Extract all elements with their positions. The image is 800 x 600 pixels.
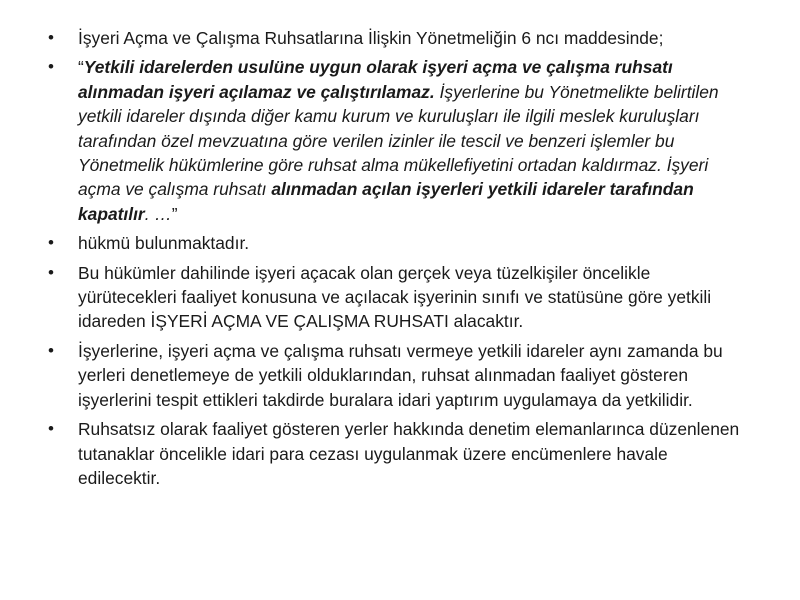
bullet-dot: • xyxy=(48,57,54,77)
text-segment: hükmü bulunmaktadır. xyxy=(78,233,250,254)
bullet-dot: • xyxy=(48,262,54,282)
bullet-item xyxy=(48,261,753,334)
open-quote: “ xyxy=(78,57,84,78)
bullet-text xyxy=(78,233,249,253)
bullet-text xyxy=(78,57,719,223)
bullet-dot: • xyxy=(48,233,54,253)
close-quote: ” xyxy=(171,203,178,224)
bold-italic-segment: Yetkili idarelerden usulüne uygun olarak işyeri açma ve çalışma ruhsatı alınmadan işyeri açılamaz ve çalıştırılamaz. xyxy=(78,57,673,102)
bullet-item xyxy=(48,231,753,255)
text-segment: İşyerlerine, işyeri açma ve çalışma ruhsatı vermeye yetkili idareler aynı zamanda bu yerleri denetlemeye de yetkili olduklarından, ruhsat alınmadan faaliyet gösteren işyerlerini tespit ettikleri takdirde buralara idari yaptırım uygulamaya da yetkilidir. xyxy=(78,340,723,410)
italic-segment: . … xyxy=(144,203,172,224)
bullet-text xyxy=(78,263,711,332)
text-segment: İşyeri Açma ve Çalışma Ruhsatlarına İlişkin Yönetmeliğin 6 ncı maddesinde; xyxy=(78,28,664,48)
bullet-text xyxy=(78,341,723,410)
bullet-dot: • xyxy=(48,419,54,439)
bullet-item xyxy=(48,417,753,490)
bold-italic-segment: alınmadan açılan işyerleri yetkili idareler tarafından kapatılır xyxy=(78,179,694,224)
bullet-list xyxy=(48,26,753,495)
bullet-item xyxy=(48,26,753,50)
bullet-dot: • xyxy=(48,28,54,47)
text-segment: Bu hükümler dahilinde işyeri açacak olan gerçek veya tüzelkişiler öncelikle yürütecekleri faaliyet konusuna ve açılacak işyerinin sınıfı ve statüsüne göre yetkili idareden İŞYERİ AÇMA VE ÇALIŞMA RUHSATI alacaktır. xyxy=(78,262,712,332)
text-segment: Ruhsatsız olarak faaliyet gösteren yerler hakkında denetim elemanlarınca düzenlenen tutanaklar öncelikle idari para cezası uygulanmak üzere encümenlere havale edilecektir. xyxy=(78,419,740,488)
italic-segment: İşyerlerine bu Yönetmelikte belirtilen yetkili idareler dışında diğer kamu kurum ve kuruluşları ile ilgili meslek kuruluşları tarafından özel mevzuatına göre verilen izinler ile tescil ve benzeri işlemler bu Yönetmelik hükümlerine göre ruhsat alma mükellefiyetini ortadan kaldırmaz. İşyeri açma ve çalışma ruhsatı xyxy=(78,81,719,200)
bullet-item xyxy=(48,55,753,226)
bullet-text xyxy=(78,28,663,48)
bullet-dot: • xyxy=(48,340,54,360)
bullet-text xyxy=(78,419,739,488)
bullet-item xyxy=(48,339,753,412)
